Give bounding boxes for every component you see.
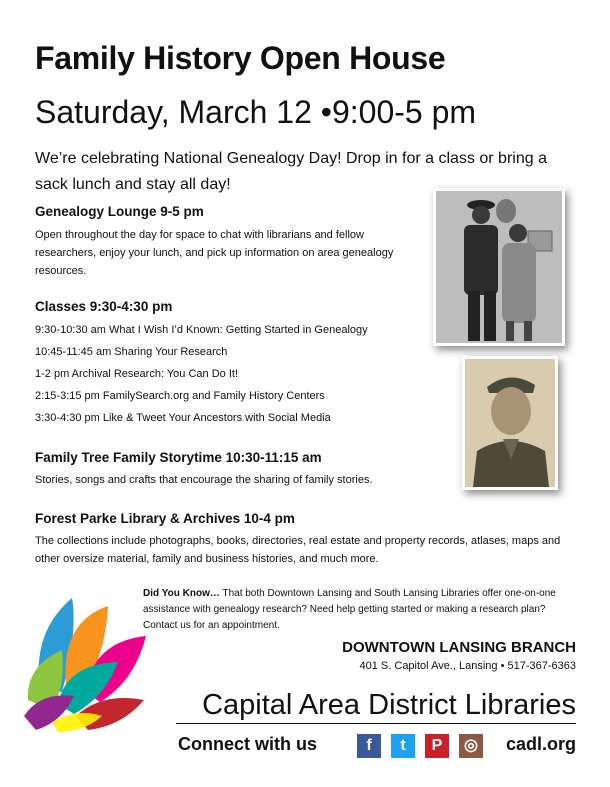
instagram-icon[interactable]: ◎ <box>459 734 483 758</box>
lounge-heading: Genealogy Lounge 9-5 pm <box>35 204 204 219</box>
storytime-heading: Family Tree Family Storytime 10:30-11:15 am <box>35 450 322 465</box>
event-datetime: Saturday, March 12 •9:00-5 pm <box>35 94 477 130</box>
archives-heading: Forest Parke Library & Archives 10-4 pm <box>35 511 295 526</box>
pinterest-icon[interactable]: P <box>425 734 449 758</box>
couple-photo <box>433 188 565 346</box>
lounge-text: Open throughout the day for space to chat with librarians and fellow researchers, enjoy your lunch, and pick up information on area genealogy resources. <box>35 229 394 277</box>
did-you-know-body: That both Downtown Lansing and South Lansing Libraries offer one-on-one assistance with genealogy research? Need help getting started or making a research plan? Contact us for an appointment. <box>143 588 556 631</box>
class-item: 9:30-10:30 am What I Wish I’d Known: Getting Started in Genealogy <box>35 324 368 336</box>
intro-text: We’re celebrating National Genealogy Day! Drop in for a class or bring a sack lunch and stay all day! <box>35 150 547 193</box>
class-item: 3:30-4:30 pm Like & Tweet Your Ancestors with Social Media <box>35 412 331 424</box>
twitter-icon[interactable]: t <box>391 734 415 758</box>
class-item: 2:15-3:15 pm FamilySearch.org and Family History Centers <box>35 390 325 402</box>
branch-address: 401 S. Capitol Ave., Lansing • 517-367-6363 <box>359 660 576 672</box>
class-item: 10:45-11:45 am Sharing Your Research <box>35 346 228 358</box>
did-you-know-lead: Did You Know… <box>143 588 220 599</box>
classes-heading: Classes 9:30-4:30 pm <box>35 299 173 314</box>
divider <box>176 723 576 724</box>
branch-name: DOWNTOWN LANSING BRANCH <box>342 639 576 656</box>
did-you-know-text <box>143 586 563 634</box>
archives-text: The collections include photographs, books, directories, real estate and property records, atlases, maps and other oversize material, family and business histories, and much more. <box>35 535 561 565</box>
connect-label: Connect with us <box>178 734 317 754</box>
facebook-icon[interactable]: f <box>357 734 381 758</box>
storytime-text: Stories, songs and crafts that encourage the sharing of family stories. <box>35 474 373 486</box>
class-item: 1-2 pm Archival Research: You Can Do It! <box>35 368 238 380</box>
website-link[interactable]: cadl.org <box>505 734 576 754</box>
library-name: Capital Area District Libraries <box>202 689 576 721</box>
soldier-photo-illustration <box>465 359 555 487</box>
couple-photo-illustration <box>436 191 562 343</box>
cadl-logo <box>22 592 154 734</box>
page-title: Family History Open House <box>35 40 446 76</box>
soldier-photo <box>462 356 558 490</box>
